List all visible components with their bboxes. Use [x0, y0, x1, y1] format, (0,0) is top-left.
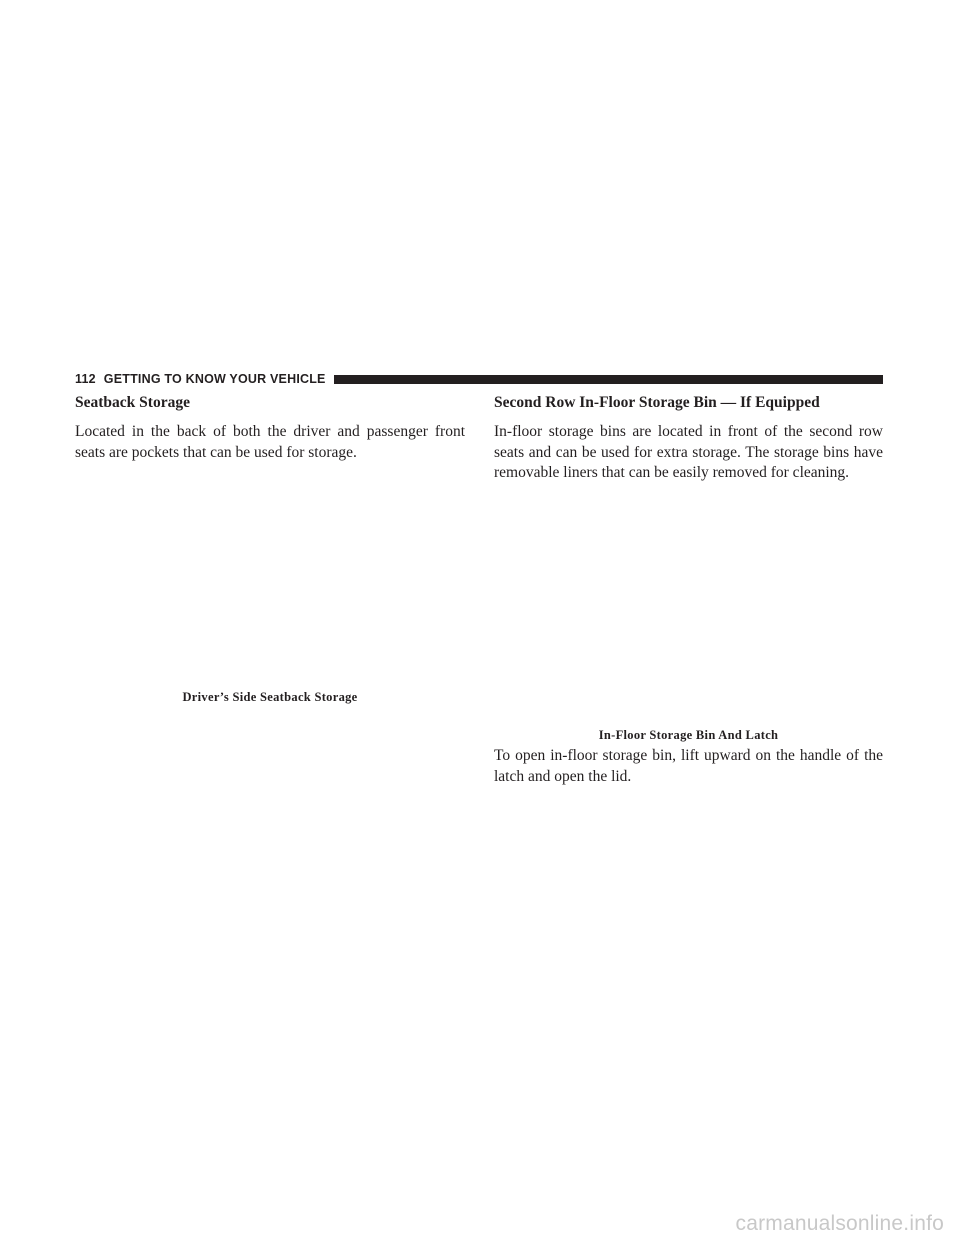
seatback-storage-caption: Driver’s Side Seatback Storage: [182, 690, 358, 704]
page-header: [75, 371, 883, 387]
right-column: [494, 394, 883, 484]
in-floor-storage-paragraph: In-floor storage bins are located in front of the second row seats and can be used for extra storage. The storage bins have removable liners that can be easily removed for cleaning.: [494, 423, 883, 481]
seatback-storage-heading: Seatback Storage: [75, 394, 190, 411]
in-floor-storage-caption: In-Floor Storage Bin And Latch: [598, 728, 779, 742]
seatback-storage-paragraph: Located in the back of both the driver and passenger front seats are pockets that can be used for storage.: [75, 423, 465, 461]
in-floor-storage-heading: Second Row In-Floor Storage Bin — If Equipped: [494, 394, 820, 411]
header-rule: [334, 375, 883, 384]
in-floor-storage-figure: [494, 530, 883, 720]
watermark-text: carmanualsonline.info: [735, 1212, 944, 1235]
page-number: 112: [75, 372, 96, 386]
section-title: GETTING TO KNOW YOUR VEHICLE: [103, 372, 326, 386]
left-column: [75, 394, 465, 463]
in-floor-open-instructions: To open in-floor storage bin, lift upward on the handle of the latch and open the lid.: [494, 747, 883, 785]
seatback-storage-figure: [75, 470, 465, 680]
